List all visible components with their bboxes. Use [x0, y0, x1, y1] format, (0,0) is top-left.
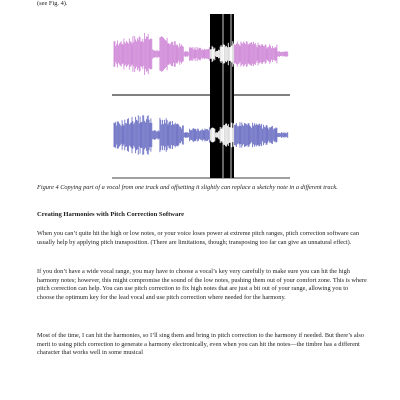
paragraph-2: If you don’t have a wide vocal range, you may have to choose a vocal’s key very carefully to make sure you can hit the high harmony notes; however, this might compromise the sound of the low notes, pushing them out of your comfort zone. This is where pitch correction can help. You can use pitch correction to fix high notes that are just a bit out of your range, allowing you to choose the optimum key for the lead vocal and use pitch correction where needed for the harmony.	[37, 268, 367, 301]
waveform-figure	[110, 14, 292, 182]
top-line-text: (see Fig. 4).	[37, 0, 68, 7]
selection-highlight	[210, 14, 234, 178]
section-heading: Creating Harmonies with Pitch Correction Software	[37, 211, 185, 218]
paragraph-1: When you can’t quite hit the high or low notes, or your voice loses power at extreme pitch ranges, pitch correction software can usually help by applying pitch transposition. (There are limitations, though; transposing too far can give an unnatural effect).	[37, 230, 359, 246]
figure-caption: Figure 4 Copying part of a vocal from one track and offsetting it slightly can replace a sketchy note in a different track.	[37, 184, 338, 191]
paragraph-3: Most of the time, I can hit the harmonies, so I’ll sing them and bring in pitch correction to the harmony if needed. But there’s also merit to using pitch correction to generate a harmony electronically, even when you can hit the notes—the timbre has a different character that works well in some musical	[37, 332, 365, 357]
bottom-track-waveform	[114, 115, 288, 155]
top-track-waveform	[114, 33, 288, 75]
